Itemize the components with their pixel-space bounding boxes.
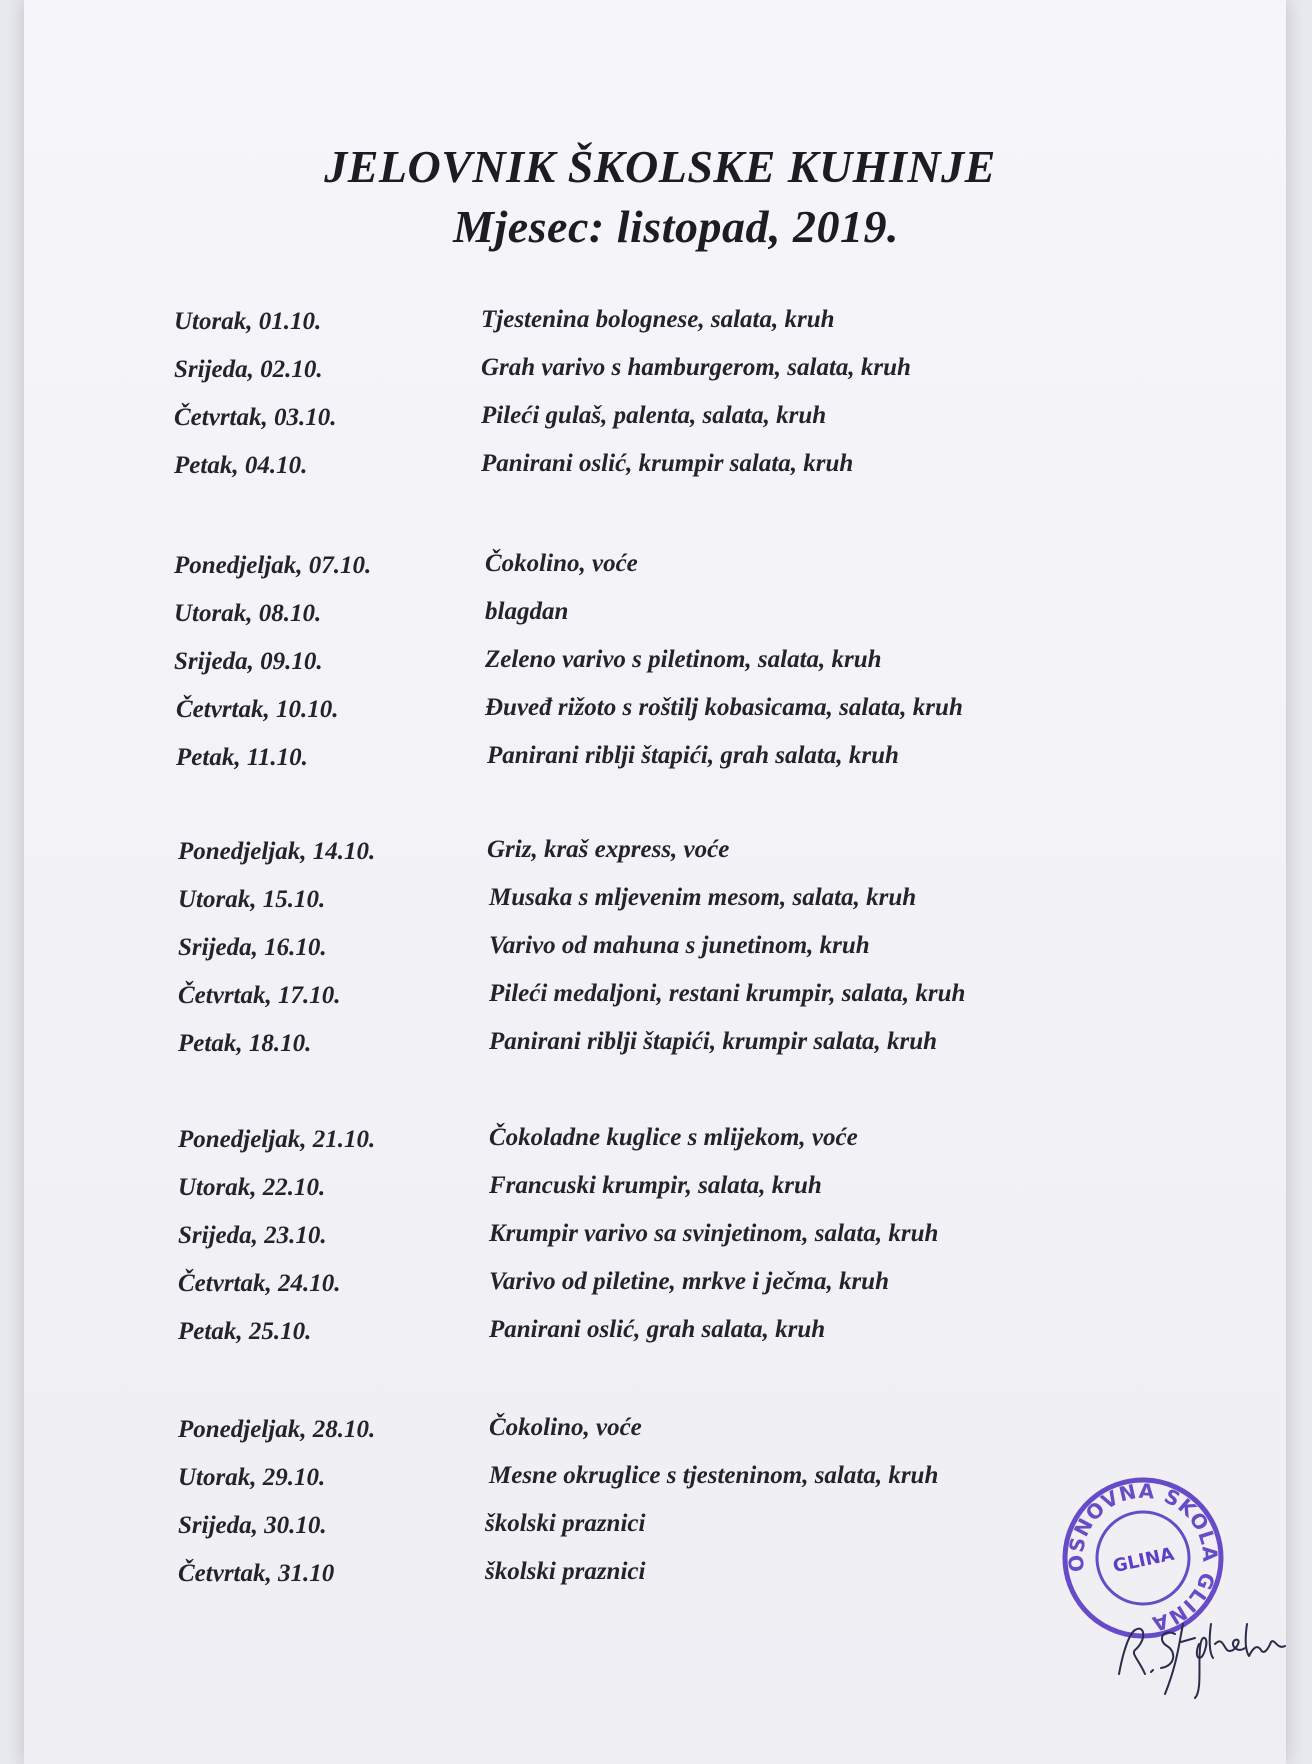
menu-meal: Musaka s mljevenim mesom, salata, kruh xyxy=(489,884,917,911)
menu-meal: Mesne okruglice s tjesteninom, salata, kruh xyxy=(489,1462,939,1489)
signature xyxy=(1105,1594,1295,1704)
menu-meal: Pileći medaljoni, restani krumpir, salata, kruh xyxy=(489,980,966,1007)
menu-day: Srijeda, 23.10. xyxy=(178,1222,327,1249)
signature-text: R. Stjepkohor xyxy=(1105,1594,1111,1595)
menu-day: Petak, 18.10. xyxy=(178,1030,312,1057)
menu-meal: školski praznici xyxy=(485,1510,646,1537)
menu-meal: Tjestenina bolognese, salata, kruh xyxy=(481,306,835,333)
menu-day: Ponedjeljak, 21.10. xyxy=(178,1126,376,1153)
page-title: JELOVNIK ŠKOLSKE KUHINJE xyxy=(324,141,996,192)
menu-meal: blagdan xyxy=(485,598,569,625)
menu-day: Ponedjeljak, 28.10. xyxy=(178,1416,376,1443)
stamp-ring-text: OSNOVNA ŠKOLA GLINA xyxy=(1063,1478,1223,1637)
menu-day: Srijeda, 30.10. xyxy=(178,1512,327,1539)
page-subtitle: Mjesec: listopad, 2019. xyxy=(453,201,899,252)
menu-day: Utorak, 22.10. xyxy=(178,1174,326,1201)
menu-meal: Čokolino, voće xyxy=(489,1414,642,1441)
menu-meal: Panirani riblji štapići, grah salata, kruh xyxy=(487,742,899,769)
menu-day: Četvrtak, 10.10. xyxy=(176,696,339,723)
menu-meal: Panirani oslić, krumpir salata, kruh xyxy=(481,450,854,477)
menu-day: Utorak, 29.10. xyxy=(178,1464,326,1491)
menu-day: Utorak, 01.10. xyxy=(174,308,322,335)
menu-day: Utorak, 08.10. xyxy=(174,600,322,627)
menu-day: Srijeda, 02.10. xyxy=(174,356,323,383)
menu-day: Ponedjeljak, 14.10. xyxy=(178,838,376,865)
menu-day: Četvrtak, 17.10. xyxy=(178,982,341,1009)
menu-meal: Čokolino, voće xyxy=(485,550,638,577)
menu-meal: Čokoladne kuglice s mlijekom, voće xyxy=(489,1124,858,1151)
menu-meal: Francuski krumpir, salata, kruh xyxy=(489,1172,822,1199)
menu-day: Utorak, 15.10. xyxy=(178,886,326,913)
menu-meal: Varivo od piletine, mrkve i ječma, kruh xyxy=(489,1268,889,1295)
menu-meal: Panirani oslić, grah salata, kruh xyxy=(489,1316,826,1343)
menu-meal: Pileći gulaš, palenta, salata, kruh xyxy=(481,402,827,429)
menu-day: Petak, 11.10. xyxy=(176,744,308,771)
menu-meal: Krumpir varivo sa svinjetinom, salata, kruh xyxy=(489,1220,939,1247)
menu-meal: Đuveđ rižoto s roštilj kobasicama, salata, kruh xyxy=(485,694,963,721)
stamp-center-text: GLINA xyxy=(1111,1543,1176,1578)
menu-day: Četvrtak, 24.10. xyxy=(178,1270,341,1297)
menu-day: Petak, 25.10. xyxy=(178,1318,312,1345)
menu-day: Četvrtak, 03.10. xyxy=(174,404,337,431)
menu-day: Srijeda, 16.10. xyxy=(178,934,327,961)
menu-meal: Panirani riblji štapići, krumpir salata, kruh xyxy=(489,1028,938,1055)
menu-meal: Grah varivo s hamburgerom, salata, kruh xyxy=(481,354,911,381)
menu-meal: Varivo od mahuna s junetinom, kruh xyxy=(489,932,870,959)
menu-meal: Griz, kraš express, voće xyxy=(487,836,730,863)
menu-meal: školski praznici xyxy=(485,1558,646,1585)
menu-day: Petak, 04.10. xyxy=(174,452,308,479)
menu-day: Četvrtak, 31.10 xyxy=(178,1560,335,1587)
menu-day: Ponedjeljak, 07.10. xyxy=(174,552,372,579)
menu-day: Srijeda, 09.10. xyxy=(174,648,323,675)
menu-meal: Zeleno varivo s piletinom, salata, kruh xyxy=(485,646,882,673)
